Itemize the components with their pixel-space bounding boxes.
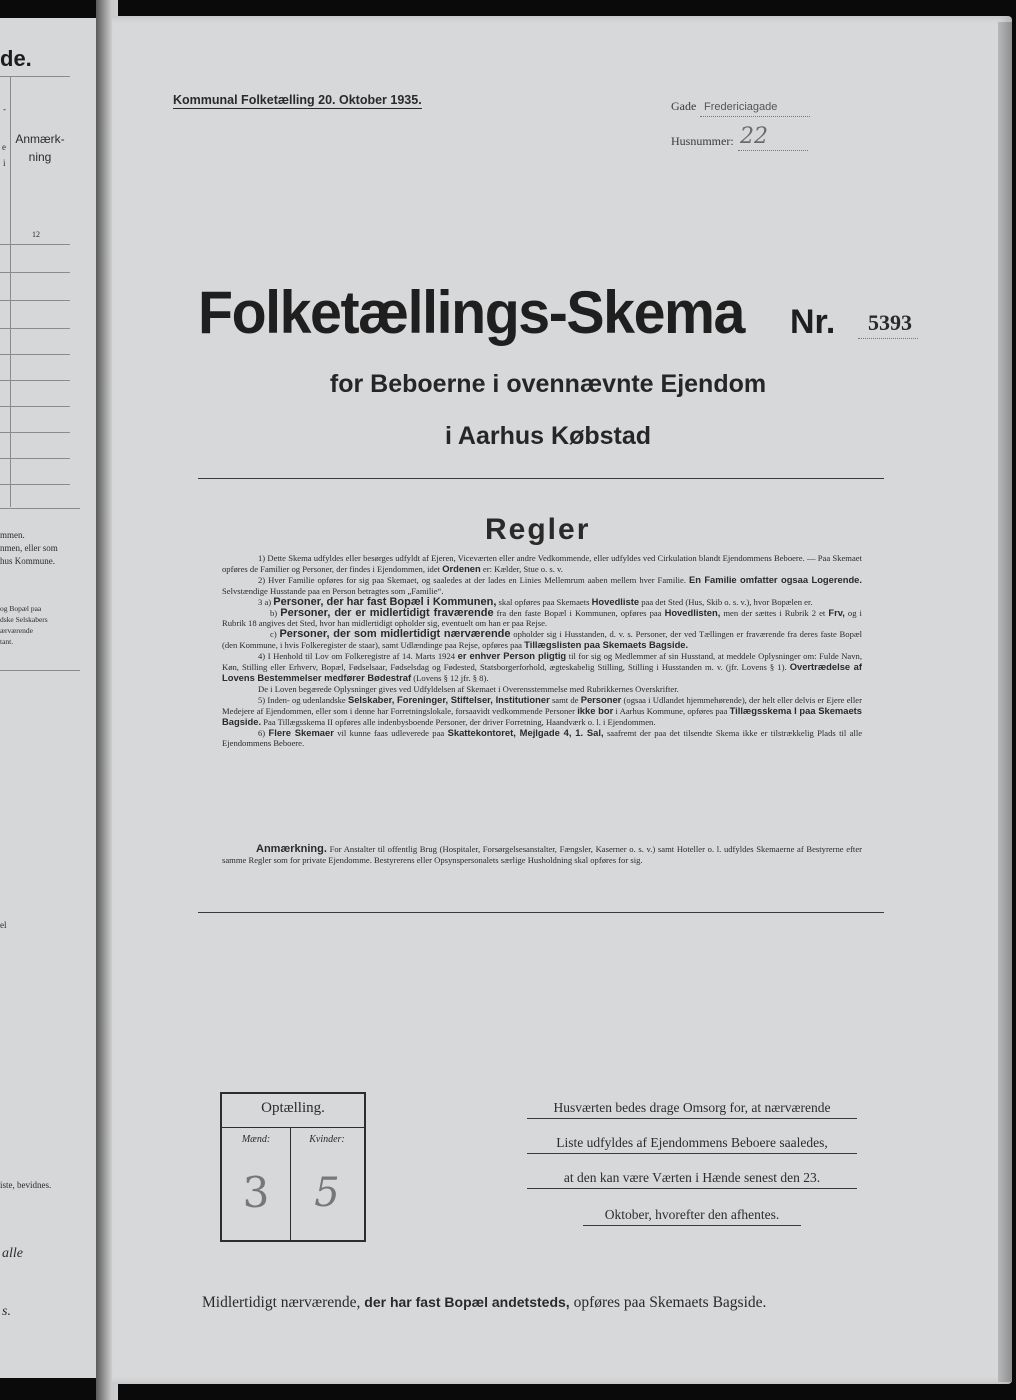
form-number-line [858, 338, 918, 339]
men-count: 3 [242, 1168, 270, 1217]
left-text-line: el [0, 920, 7, 930]
rule-2: 2) Hver Familie opføres for sig paa Skemaet, og saaledes at der lades en Linies Mellemrum aaben mellem hver Familie. En Familie omfatter ogsaa Logerende. Selvstændige Husstande paa en Person betragtes som „Familie“. [222, 573, 862, 596]
form-subtitle-city: i Aarhus Købstad [444, 422, 652, 450]
left-text-line: ærværende [0, 626, 33, 635]
rule-5: 5) Inden- og udenlandske Selskaber, Foreninger, Stiftelser, Institutioner samt de Personer (ogsaa i Udlandet hjemmehørende), der helt eller delvis er Ejere eller Medejere af Ejendommen, eller som i denne har Forretningslokale, forsaavidt vedkommende Personer ikke bor i Aarhus Kommune, opføres paa Tillægsskema I paa Skemaets Bagside. Paa Tillægsskema II opføres alle indenbysboende Personer, der driver Forretning, Haandværk o. l. i Ejendommen. [222, 693, 863, 727]
rule-4-continued: De i Loven begærede Oplysninger gives ved Udfyldelsen af Skemaet i Overensstemmelse med Rubrikkernes Overskrifter. [258, 683, 679, 694]
left-text-line: tant. [0, 637, 14, 646]
rule-3a: 3 a) Personer, der har fast Bopæl i Kommunen, skal opføres paa Skemaets Hovedliste paa det Sted (Hus, Skib o. s. v.), hvor Bopælen er. [258, 595, 813, 608]
note-text: For Anstalter til offentlig Brug (Hospitaler, Forsørgelsesanstalter, Fængsler, Kaserner o. s. v.) samt Hoteller o. l. udfyldes Skemaerne af Bestyrerne efter samme Regler som for private Ejendomme. Bestyrerens eller Opsynspersonalets særlige Husholdning skal opføres for sig. [222, 844, 862, 865]
women-label: Kvinder: [309, 1134, 345, 1145]
note-label: Anmærkning. [256, 843, 327, 855]
divider [198, 478, 884, 479]
left-handwriting: alle [2, 1246, 23, 1261]
house-number-line [738, 150, 808, 151]
street-line [700, 116, 810, 117]
page-edge [998, 22, 1012, 1382]
divider [198, 912, 884, 913]
form-subtitle: for Beboerne i ovennævnte Ejendom [329, 370, 767, 398]
rule-3b: b) Personer, der er midlertidigt fraværende fra den faste Bopæl i Kommunen, opføres paa Hovedlisten, men der sættes i Rubrik 2 et Frv, og i Rubrik 18 angives det Sted, hvor han midlertidigt opholder sig, eventuelt om han er paa Rejse. [222, 606, 862, 629]
note-paragraph [222, 844, 862, 866]
left-text-line: dske Selskabers [0, 615, 48, 624]
women-count: 5 [314, 1170, 340, 1216]
left-text-line: og Bopæl paa [0, 604, 42, 613]
street-value: Fredericiagade [704, 101, 778, 113]
house-number-value: 22 [740, 124, 768, 149]
left-column-header: Anmærk- ning [15, 132, 65, 164]
rule-1: 1) Dette Skema udfyldes eller besørges udfyldt af Ejeren, Viceværten eller andre Vedkommende, eller udfyldes ved Cirkulation blandt Ejendommens Beboere. — Paa Skemaet opføres de Familier og Personer, der findes i Ejendommen, idet Ordenen er: Kælder, Stue o. s. v. [222, 553, 862, 574]
footer-part-b: der har fast Bopæl andetsteds, [364, 1294, 570, 1310]
landlord-request [527, 1100, 857, 1230]
left-page-title: de. [0, 46, 32, 71]
rules-text [222, 553, 862, 749]
left-text-line: iste, bevidnes. [0, 1180, 52, 1190]
form-title: Folketællings-Skema [198, 279, 744, 346]
footer-part-a: Midlertidigt nærværende, [202, 1294, 361, 1311]
left-mark: i [3, 158, 6, 168]
left-text-line: hus Kommune. [0, 556, 55, 566]
left-text-line: nmen, eller som [0, 543, 58, 553]
landlord-line: Husværten bedes drage Omsorg for, at nærværende [553, 1100, 831, 1115]
left-mark: e [2, 142, 6, 152]
count-box [220, 1092, 366, 1242]
rule-6: 6) Flere Skemaer vil kunne faas udleverede paa Skattekontoret, Mejlgade 4, 1. Sal, saafremt der paa det tilsendte Skema ikke er tilstrækkelig Plads til alle Ejendommens Beboere. [222, 726, 863, 749]
number-label: Nr. [790, 303, 836, 341]
left-column-number: 12 [32, 230, 40, 239]
form-number: 5393 [868, 310, 912, 335]
men-label: Mænd: [241, 1134, 271, 1145]
landlord-line: Liste udfyldes af Ejendommens Beboere saaledes, [556, 1135, 828, 1150]
rule-3c: c) Personer, der som midlertidigt nærværende opholder sig i Husstanden, d. v. s. Personer, der ved Tællingen er fraværende fra deres faste Bopæl (den Kommune, i hvis Folkeregister de staar), samt Udlændinge paa Rejse, opføres paa Tillægslisten paa Skemaets Bagside. [222, 628, 862, 651]
rules-heading: Regler [485, 513, 591, 546]
footer-note [202, 1294, 766, 1312]
landlord-line: Oktober, hvorefter den afhentes. [604, 1207, 780, 1222]
house-number-label: Husnummer: [671, 134, 734, 148]
left-handwriting: s. [2, 1304, 11, 1319]
street-label: Gade [671, 99, 697, 113]
rule-4: 4) I Henhold til Lov om Folkeregistre af 14. Marts 1924 er enhver Person pligtig til for sig og Medlemmer af sin Husstand, at meddele Oplysninger om: Fulde Navn, Køn, Stilling eller Erhverv, Bopæl, Fødselsaar, Fødselsdag og Fødested, Statsborgerforhold, ægteskabelig Stilling, Stilling i Husstanden m. v. (jfr. Lovens § 1). Overtrædelse af Lovens Bestemmelser medfører Bødestraf (Lovens § 12 jfr. § 8). [222, 650, 862, 683]
left-text-line: mmen. [0, 530, 25, 540]
landlord-line: at den kan være Værten i Hænde senest den 23. [563, 1170, 821, 1185]
count-title: Optælling. [261, 1100, 325, 1116]
footer-part-c: opføres paa Skemaets Bagside. [573, 1294, 767, 1311]
left-mark: - [3, 104, 6, 114]
census-title: Kommunal Folketælling 20. Oktober 1935. [173, 93, 422, 107]
left-page-fragment [0, 18, 97, 1378]
